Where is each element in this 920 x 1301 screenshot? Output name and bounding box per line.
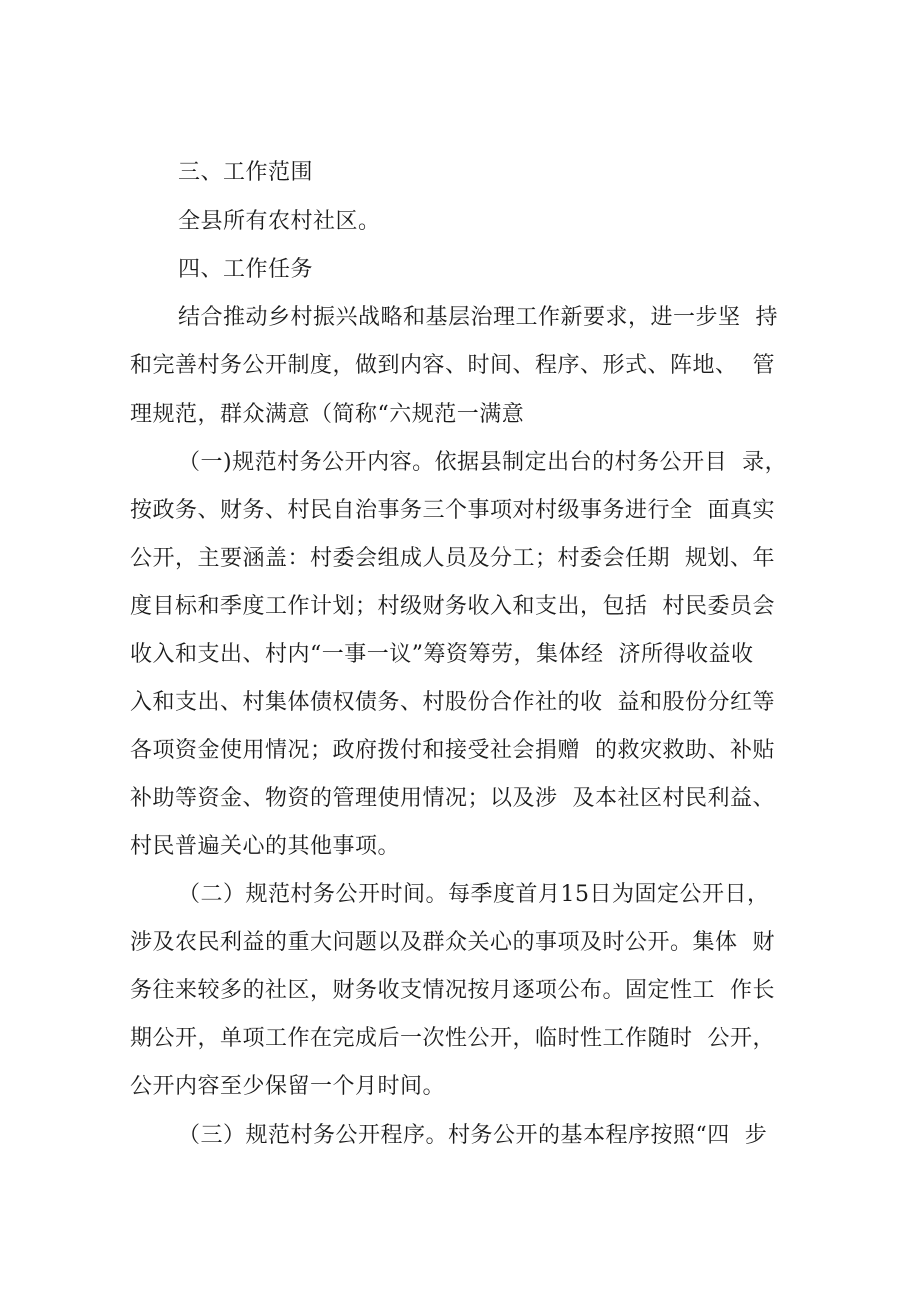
paragraph-line: 理规范，群众满意（简称“六规范一满意	[130, 402, 525, 427]
paragraph-line: 期公开，单项工作在完成后一次性公开，临时性工作随时 公开，	[130, 1026, 775, 1051]
paragraph-line: 公开，主要涵盖：村委会组成人员及分工；村委会任期 规划、年	[130, 546, 775, 571]
paragraph-line: 涉及农民利益的重大问题以及群众关心的事项及时公开。集体 财	[130, 930, 775, 955]
paragraph-line: 公开内容至少保留一个月时间。	[130, 1074, 446, 1099]
paragraph-line: （一)规范村务公开内容。依据县制定出台的村务公开目 录，	[178, 450, 788, 475]
paragraph-line: 全县所有农村社区。	[178, 209, 381, 234]
section-heading-4: 四、工作任务	[178, 257, 314, 282]
paragraph-line: 按政务、财务、村民自治事务三个事项对村级事务进行全 面真实	[130, 498, 775, 523]
paragraph-line: 结合推动乡村振兴战略和基层治理工作新要求，进一步坚 持	[178, 305, 778, 330]
section-heading-3: 三、工作范围	[178, 160, 314, 185]
paragraph-line: 收入和支出、村内“一事一议”筹资筹劳，集体经 济所得收益收	[130, 642, 754, 667]
paragraph-line: 度目标和季度工作计划；村级财务收入和支出，包括 村民委员会	[130, 594, 775, 619]
paragraph-line: （三）规范村务公开程序。村务公开的基本程序按照“四 步	[178, 1123, 768, 1148]
paragraph-line: 村民普遍关心的其他事项。	[130, 834, 401, 859]
paragraph-line: 补助等资金、物资的管理使用情况；以及涉 及本社区村民利益、	[130, 786, 775, 811]
paragraph-line: 各项资金使用情况；政府拨付和接受社会捐赠 的救灾救助、补贴	[130, 738, 775, 763]
paragraph-line: 务往来较多的社区，财务收支情况按月逐项公布。固定性工 作长	[130, 978, 775, 1003]
paragraph-line: 入和支出、村集体债权债务、村股份合作社的收 益和股份分红等	[130, 690, 775, 715]
paragraph-line: （二）规范村务公开时间。每季度首月15日为固定公开日，	[178, 882, 770, 907]
paragraph-line: 和完善村务公开制度，做到内容、时间、程序、形式、阵地、 管	[130, 353, 775, 378]
